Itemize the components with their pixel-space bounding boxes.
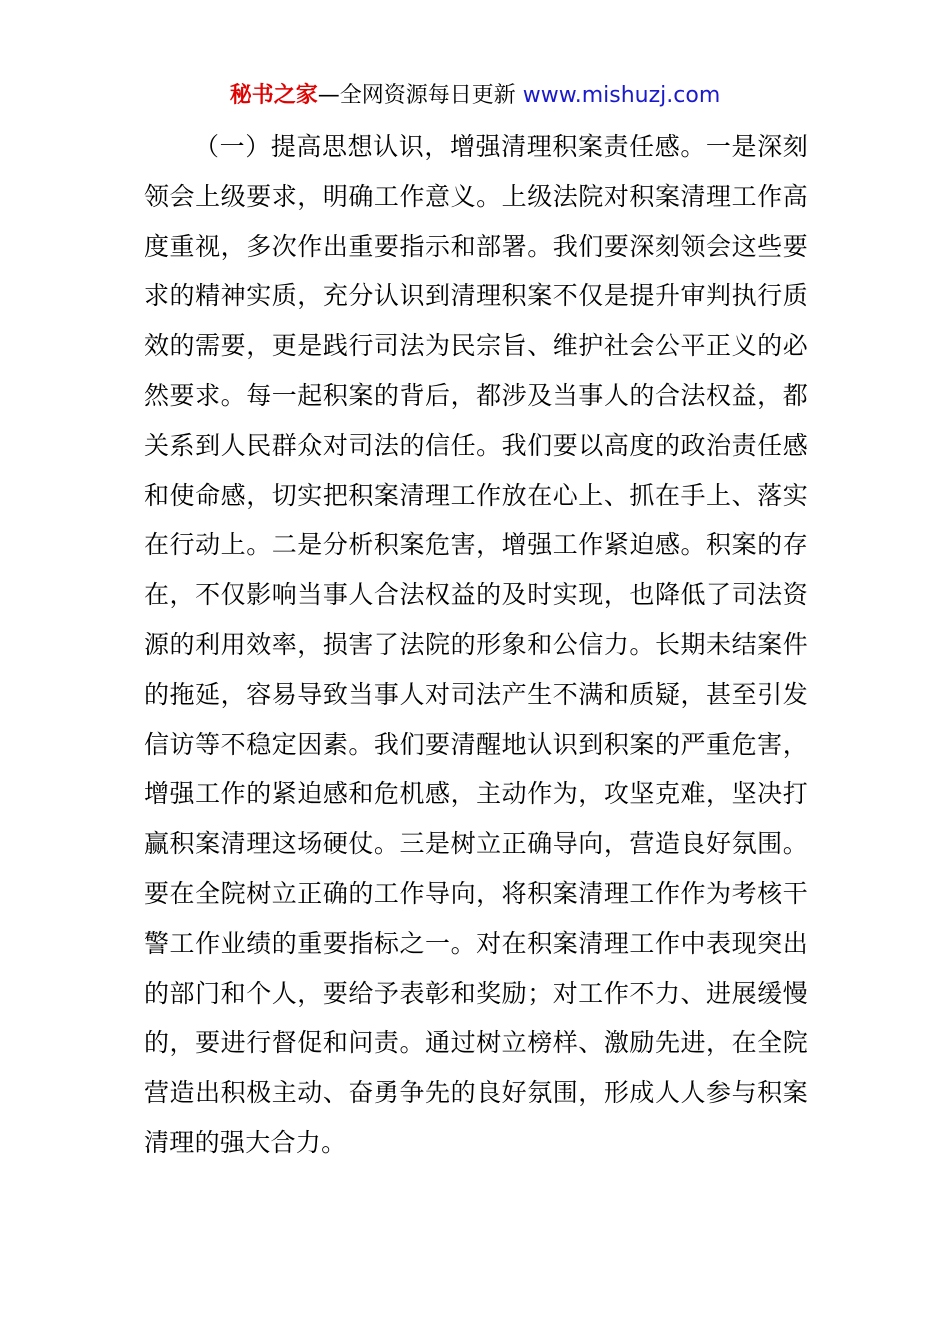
site-url-link[interactable]: www.mishuzj.com — [522, 83, 721, 108]
brand-name: 秘书之家 — [229, 83, 318, 108]
header-tagline: —全网资源每日更新 — [317, 83, 516, 108]
body-paragraph: （一）提高思想认识，增强清理积案责任感。一是深刻领会上级要求，明确工作意义。上级法院对积案清理工作高度重视，多次作出重要指示和部署。我们要深刻领会这些要求的精神实质，充分认识到清理积案不仅是提升审判执行质效的需要，更是践行司法为民宗旨、维护社会公平正义的必然要求。每一起积案的背后，都涉及当事人的合法权益，都关系到人民群众对司法的信任。我们要以高度的政治责任感和使命感，切实把积案清理工作放在心上、抓在手上、落实在行动上。二是分析积案危害，增强工作紧迫感。积案的存在，不仅影响当事人合法权益的及时实现，也降低了司法资源的利用效率，损害了法院的形象和公信力。长期未结案件的拖延，容易导致当事人对司法产生不满和质疑，甚至引发信访等不稳定因素。我们要清醒地认识到积案的严重危害，增强工作的紧迫感和危机感，主动作为，攻坚克难，坚决打赢积案清理这场硬仗。三是树立正确导向，营造良好氛围。要在全院树立正确的工作导向，将积案清理工作作为考核干警工作业绩的重要指标之一。对在积案清理工作中表现突出的部门和个人，要给予表彰和奖励；对工作不力、进展缓慢的，要进行督促和问责。通过树立榜样、激励先进，在全院营造出积极主动、奋勇争先的良好氛围，形成人人参与积案清理的强大合力。 — [144, 132, 808, 1157]
site-header — [0, 80, 950, 112]
